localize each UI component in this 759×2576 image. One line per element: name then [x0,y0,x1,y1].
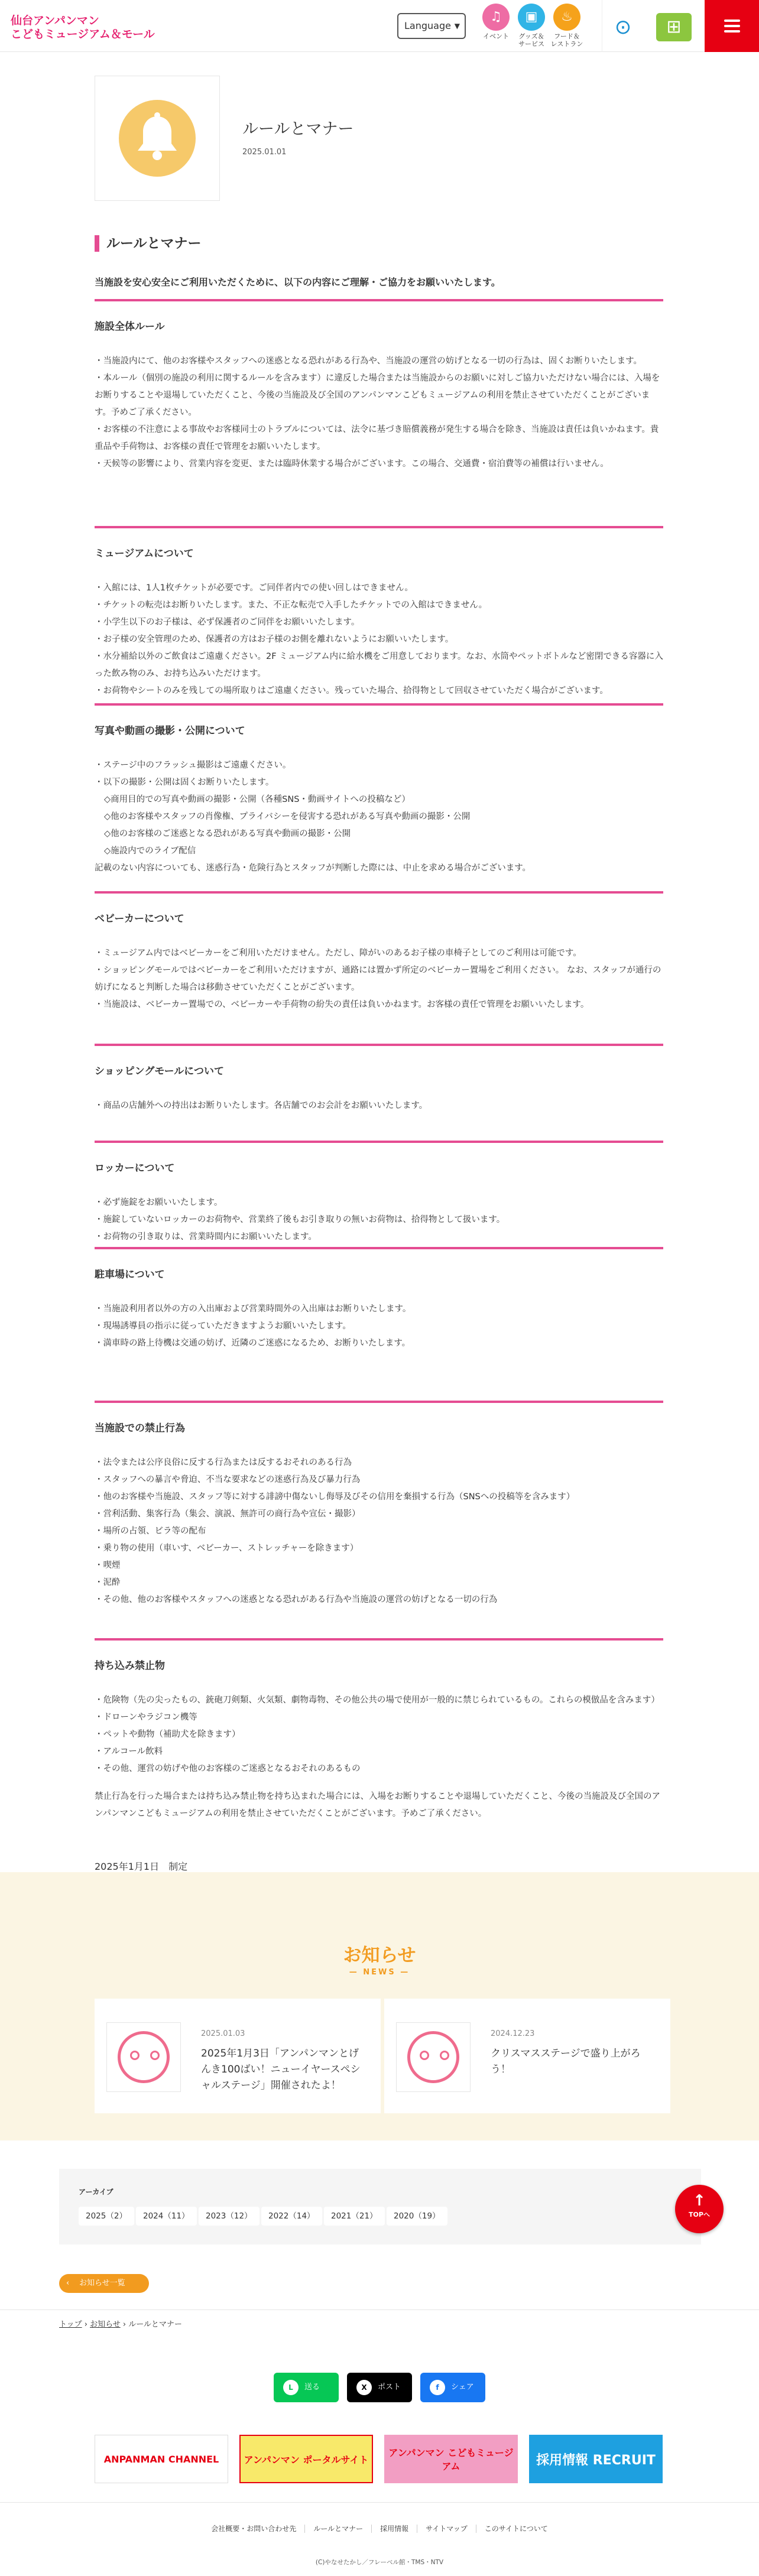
news-thumbnail [396,2022,471,2092]
archive-label: アーカイブ [79,2188,113,2196]
news-section [0,1872,759,2140]
rule-section-title: ミュージアムについて [95,548,194,560]
footer-link[interactable]: 採用情報 [372,2525,417,2533]
rule-line: ・必ず施錠をお願いいたします。 [95,1198,223,1207]
rule-section-title: 当施設での禁止行為 [95,1422,185,1434]
lead-text: 当施設を安心安全にご利用いただくために、以下の内容にご理解・ご協力をお願いいたします。 [95,277,501,288]
rule-section [95,1247,663,1352]
rule-line: ・法令または公序良俗に反する行為または反するおそれのある行為 [95,1458,352,1467]
section-divider [95,703,663,706]
hamburger-menu-button[interactable] [705,0,759,52]
section-divider [95,1141,663,1143]
news-thumbnail [106,2022,181,2092]
line-share-button[interactable] [274,2373,339,2402]
share-label: シェア [451,2383,474,2392]
rule-section [95,1401,663,1609]
rule-sub-line: ◇他のお客様やスタッフの肖像権、プライバシーを侵害する恐れがある写真や動画の撮影・公開 [104,812,471,821]
section-divider [95,526,663,528]
divider [0,2309,759,2310]
rule-line: ・本ルール（個別の施設の利用に関するルールを含みます）に違反した場合または当施設からのお願いに対しご協力いただけない場合には、入場をお断りすることや退場していただくこと、今後の当施設及び全国のアンパンマンこどもミュージアムの利用を禁止させていただくことがございます。予めご了承ください。 [95,373,660,417]
rule-line: ・アルコール飲料 [95,1747,163,1756]
rule-section-title: ロッカーについて [95,1162,175,1174]
facebook-share-button[interactable] [420,2373,485,2402]
rule-section-title: ベビーカーについて [95,913,184,925]
rule-line: ・満車時の路上待機は交通の妨げ、近隣のご迷惑になるため、お断りいたします。 [95,1339,411,1348]
breadcrumb: トップ › お知らせ › ルールとマナー [59,2320,182,2329]
nav-food-label-2: レストラン [550,40,583,48]
breadcrumb-current: ルールとマナー [128,2320,182,2329]
nav-food[interactable] [547,4,586,48]
fork-knife-icon: ♨ [553,4,580,31]
archive-year-button[interactable]: 2020（19） [387,2207,447,2226]
news-list-label: お知らせ一覧 [79,2279,125,2288]
bell-icon [119,100,196,177]
copyright: (C)やなせたかし／フレーベル館・TMS・NTV [315,2559,444,2566]
archive-year-button[interactable]: 2024（11） [136,2207,197,2226]
rule-section [95,1141,663,1246]
rule-line: ・チケットの転売はお断りいたします。また、不正な転売で入手したチケットでの入館はできません。 [95,600,488,610]
section-divider [95,1044,663,1046]
nav-goods[interactable] [512,4,551,48]
bag-icon: ▣ [518,4,545,31]
rule-section-title: 写真や動画の撮影・公開について [95,725,245,737]
logo-line-1: 仙台アンパンマン [11,14,99,27]
news-card[interactable] [95,1999,381,2113]
rule-line: ・お荷物やシートのみを残しての場所取りはご遠慮ください。残っていた場合、拾得物として回収させていただく場合がございます。 [95,686,608,696]
rule-line: ・スタッフへの暴言や脅迫、不当な要求などの迷惑行為及び暴力行為 [95,1475,361,1484]
section-heading: ルールとマナー [95,235,202,252]
section-divider [95,1401,663,1403]
news-card[interactable] [384,1999,670,2113]
news-date: 2025.01.03 [201,2029,245,2038]
nav-food-label: フード＆ [554,33,580,40]
banner-anpanman-channel[interactable]: ANPANMAN CHANNEL [95,2435,228,2483]
rule-section-title: 持ち込み禁止物 [95,1660,165,1672]
rule-line: ・場所の占領、ビラ等の配布 [95,1526,206,1536]
rule-line: ・お客様の不注意による事故やお客様同士のトラブルについては、法令に基づき賠償義務が発生する場合を除き、当施設は責任は負いかねます。貴重品や手荷物は、お客様の責任で管理をお願いいたします。 [95,425,659,451]
rule-line: ・水分補給以外のご飲食はご遠慮ください。2F ミュージアム内に給水機をご用意しております。なお、水筒やペットボトルなど密閉できる容器に入った飲み物のみ、お持ち込みいただけます。 [95,652,663,678]
breadcrumb-news[interactable]: お知らせ [90,2320,121,2329]
rule-section [95,1044,663,1115]
rule-line: ・お荷物の引き取りは、営業時間内にお願いいたします。 [95,1232,317,1242]
rule-sub-line: ◇他のお客様のご迷惑となる恐れがある写真や動画の撮影・公開 [104,829,351,839]
rule-line: ・その他、運営の妨げや他のお客様のご迷惑となるおそれのあるもの [95,1764,361,1773]
established-date: 2025年1月1日 制定 [95,1861,188,1872]
article-thumbnail [95,76,220,201]
divider [0,2502,759,2503]
share-label: ポスト [378,2383,401,2392]
x-icon: X [356,2380,372,2395]
rule-note: 禁止行為を行った場合または持ち込み禁止物を持ち込まれた場合には、入場をお断りすることや退場していただくこと、今後の当施設及び全国のアンパンマンこどもミュージアムの利用を禁止させていただくことがございます。予めご了承ください。 [95,1792,660,1818]
anpanman-face-icon [118,2031,170,2083]
footer-link[interactable]: ルールとマナー [305,2525,372,2533]
banner-kodomo-museum[interactable]: アンパンマン こどもミュージアム [384,2435,518,2483]
rule-line: ・喫煙 [95,1561,121,1570]
rule-line: ・当施設は、ベビーカー置場での、ベビーカーや手荷物の紛失の責任は負いかねます。お客様の責任で管理をお願いいたします。 [95,1000,589,1009]
rule-section [95,891,663,1013]
rule-section-title: ショッピングモールについて [95,1066,224,1077]
news-list-button[interactable] [59,2274,149,2293]
news-subtitle: — NEWS — [349,1968,410,1977]
rule-line: ・その他、他のお客様やスタッフへの迷惑となる恐れがある行為や当施設の運営の妨げとなる一切の行為 [95,1595,498,1604]
footer-links [0,2523,759,2533]
news-headline: 2025年1月3日「アンパンマンとげんき100ばい！ニューイヤースペシャルステージ」開催されたよ！ [201,2048,361,2091]
page-date: 2025.01.01 [242,148,287,157]
arrow-up-icon: ↑ [693,2192,706,2210]
archive-year-button[interactable]: 2025（2） [79,2207,134,2226]
archive-year-button[interactable]: 2023（12） [199,2207,260,2226]
rule-line: ・他のお客様や当施設、スタッフ等に対する誹謗中傷ないし侮辱及びその信用を棄損する行為（SNSへの投稿等を含みます） [95,1492,575,1502]
nav-event-label: イベント [483,33,509,40]
banner-portal-site[interactable]: アンパンマン ポータルサイト [239,2435,373,2483]
rule-line: ・ステージ中のフラッシュ撮影はご遠慮ください。 [95,761,291,770]
nav-event[interactable] [476,4,515,40]
back-to-top-label: TOPへ [689,2211,710,2218]
footer-link[interactable]: このサイトについて [484,2525,548,2533]
nav-goods-label: グッズ＆ [518,33,544,40]
footer-link[interactable]: 会社概要・お問い合わせ先 [203,2525,305,2533]
rule-line: ・現場誘導員の指示に従っていただきますようお願いいたします。 [95,1321,351,1331]
site-header [0,0,759,52]
rule-line: ・危険物（先の尖ったもの、銃砲刀剣類、火気類、劇物毒物、その他公共の場で使用が一般的に禁じられているもの。これらの模倣品を含みます） [95,1695,660,1705]
archive-year-button[interactable]: 2021（21） [324,2207,385,2226]
share-buttons [0,2373,759,2402]
footer-link[interactable]: サイトマップ [417,2525,476,2533]
section-divider [95,1638,663,1641]
language-select[interactable] [397,13,466,39]
rule-line: ・お子様の安全管理のため、保護者の方はお子様のお側を離れないようにお願いいたします。 [95,635,454,644]
rule-sub-line: ◇施設内でのライブ配信 [104,846,196,856]
rule-line: ・小学生以下のお子様は、必ず保護者のご同伴をお願いいたします。 [95,618,360,627]
rule-line: ・当施設内にて、他のお客様やスタッフへの迷惑となる恐れがある行為や、当施設の運営の妨げとなる一切の行為は、固くお断りいたします。 [95,356,642,366]
rule-section-title: 施設全体ルール [95,321,165,333]
chevron-left-icon: ‹ [66,2279,70,2288]
news-date: 2024.12.23 [491,2029,535,2038]
music-note-icon: ♫ [482,4,510,31]
rule-line: ・施錠していないロッカーのお荷物や、営業終了後もお引き取りの無いお荷物は、拾得物として扱います。 [95,1215,505,1224]
line-icon: L [283,2380,299,2395]
archive-year-button[interactable]: 2022（14） [261,2207,322,2226]
rule-line: ・ショッピングモールではベビーカーをご利用いただけますが、通路には置かず所定のベビーカー置場をご利用ください。 なお、スタッフが通行の妨げになると判断した場合は移動させていただくことがございます。 [95,966,661,992]
rule-section [95,703,663,877]
rule-section [95,526,663,700]
access-train-icon[interactable]: ⊞ [656,13,692,41]
share-label: 送る [304,2383,320,2392]
site-logo[interactable] [11,14,155,41]
rule-line: ・営利活動、集客行為（集会、演説、無許可の商行為や宣伝・撮影） [95,1509,361,1519]
back-to-top-button[interactable] [675,2185,724,2233]
ticket-clock-icon[interactable]: ⊙ [614,15,632,39]
rule-line: ・入館には、1人1枚チケットが必要です。ご同伴者内での使い回しはできません。 [95,583,413,593]
news-subtitle-text: NEWS [363,1968,396,1977]
rule-note: 記載のない内容についても、迷惑行為・危険行為とスタッフが判断した際には、中止を求める場合がございます。 [95,863,531,873]
breadcrumb-home[interactable]: トップ [59,2320,82,2329]
language-label: Language [404,20,451,31]
rule-line: ・ミュージアム内ではベビーカーをご利用いただけません。ただし、障がいのあるお子様の車椅子としてのご利用は可能です。 [95,948,582,958]
rule-line: ・ドローンやラジコン機等 [95,1713,197,1722]
spacer [95,1778,663,1788]
nav-goods-label-2: サービス [518,40,544,48]
section-divider [95,1247,663,1249]
news-title: お知らせ [343,1945,416,1966]
section-divider [95,891,663,894]
rule-section [95,1638,663,1823]
rule-line: ・以下の撮影・公開は固くお断りいたします。 [95,778,274,787]
x-share-button[interactable] [347,2373,412,2402]
rule-section [95,299,663,473]
rule-line: ・商品の店舗外への持出はお断りいたします。各店舗でのお会計をお願いいたします。 [95,1101,428,1110]
anpanman-face-icon [407,2031,459,2083]
rule-sub-line: ◇商用目的での写真や動画の撮影・公開（各種SNS・動画サイトへの投稿など） [104,795,410,804]
rule-line: ・天候等の影響により、営業内容を変更、または臨時休業する場合がございます。この場合、交通費・宿泊費等の補償は行いません。 [95,459,609,469]
chevron-down-icon: ▼ [454,22,460,30]
rule-line: ・乗り物の使用（車いす、ベビーカー、ストレッチャーを除きます） [95,1544,359,1553]
archive-box [59,2169,701,2244]
banner-recruit[interactable]: 採用情報 RECRUIT [529,2435,663,2483]
rule-line: ・泥酔 [95,1578,121,1587]
rule-line: ・ペットや動物（補助犬を除きます） [95,1730,241,1739]
news-headline: クリスマスステージで盛り上がろう！ [491,2048,641,2075]
logo-line-2: こどもミュージアム＆モール [11,28,155,41]
rule-line: ・当施設利用者以外の方の入出庫および営業時間外の入出庫はお断りいたします。 [95,1304,411,1314]
page-title: ルールとマナー [242,120,354,138]
rule-section-title: 駐車場について [95,1269,165,1281]
facebook-icon: f [430,2380,445,2395]
section-divider [95,299,663,301]
